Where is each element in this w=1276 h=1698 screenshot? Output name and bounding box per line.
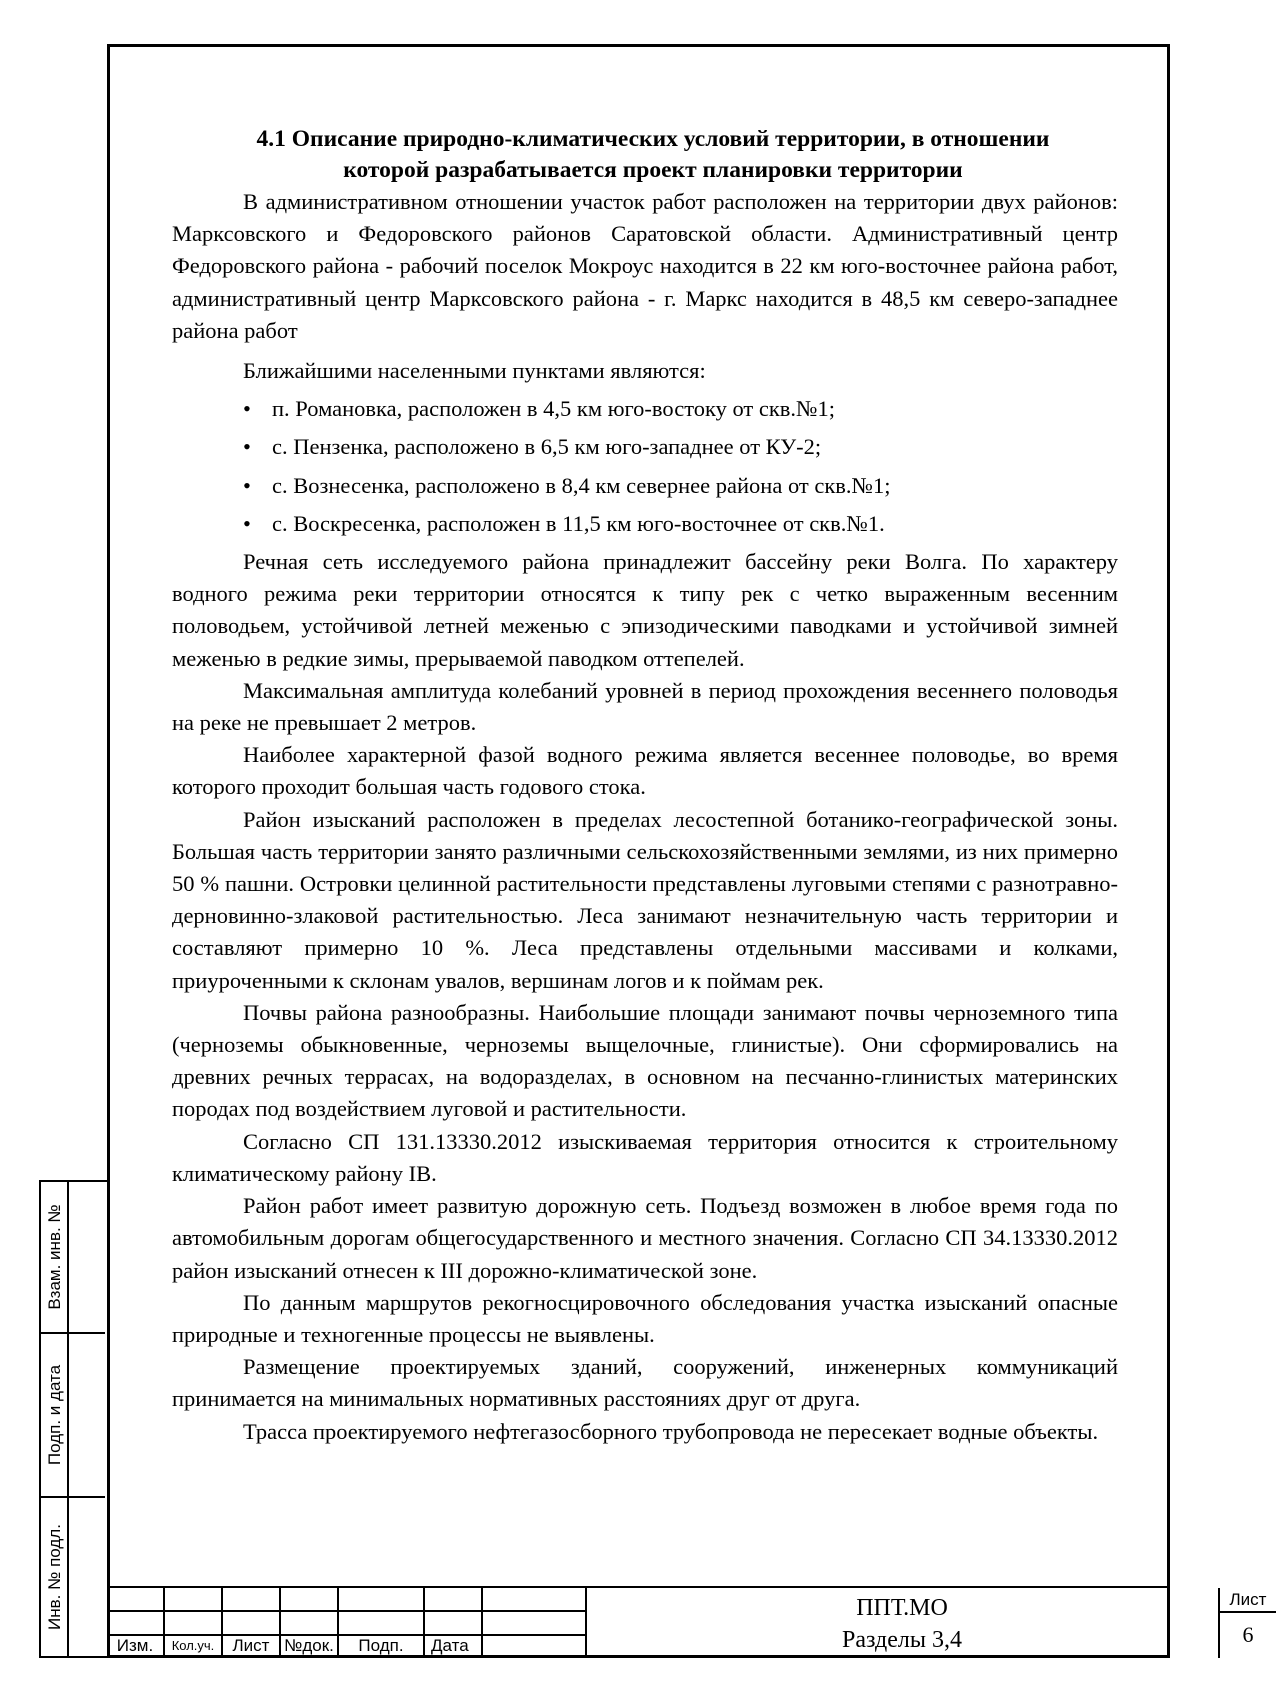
sheet-label: Лист bbox=[1220, 1588, 1276, 1613]
list-item: • с. Вознесенка, расположено в 8,4 км севернее района от скв.№1; bbox=[172, 470, 1118, 502]
tb-col-podp: Подп. bbox=[339, 1588, 425, 1658]
paragraph: Наиболее характерной фазой водного режима является весеннее половодье, во время которого проходит большая часть годового стока. bbox=[172, 742, 1118, 800]
paragraph: Почвы района разнообразны. Наибольшие площади занимают почвы черноземного типа (черноземы обыкновенные, черноземы выщелочные, глинистые). Они сформировались на древних речных террасах, на водоразделах, в основном на песчанно-глинистых материнских породах под воздействием луговой и растительности. bbox=[172, 999, 1118, 1122]
side-cell-inv bbox=[41, 1498, 105, 1656]
document-body bbox=[172, 124, 1118, 1448]
title-block bbox=[107, 1586, 1267, 1658]
tb-col-izm: Изм. bbox=[107, 1588, 165, 1658]
paragraph: Размещение проектируемых зданий, сооружений, инженерных коммуникаций принимается на минимальных нормативных расстояниях друг от друга. bbox=[172, 1354, 1118, 1412]
list-item: • с. Пензенка, расположено в 6,5 км юго-западнее от КУ-2; bbox=[172, 431, 1118, 463]
tb-col-list: Лист bbox=[223, 1588, 281, 1658]
doc-title: Разделы 3,4 bbox=[841, 1627, 962, 1653]
paragraph: В административном отношении участок работ расположен на территории двух районов: Марксовского и Федоровского районов Саратовской области. Административный центр Федоровского района - рабочий поселок Мокроус находится в 22 км юго-восточнее района работ, административный центр Марксовского района - г. Маркс находится в 48,5 км северо-западнее района работ bbox=[172, 189, 1118, 343]
settlements-list bbox=[172, 393, 1118, 540]
sheet-box bbox=[1218, 1588, 1276, 1658]
paragraph: По данным маршрутов рекогносцировочного обследования участка изысканий опасные природные и техногенные процессы не выявлены. bbox=[172, 1289, 1118, 1347]
section-heading: 4.1 Описание природно-климатических условий территории, в отношении которой разрабатывается проект планировки территории bbox=[256, 126, 1050, 183]
side-label-podp: Подп. и дата bbox=[45, 1364, 64, 1466]
side-cell-vzam bbox=[41, 1182, 105, 1334]
sheet-number: 6 bbox=[1242, 1622, 1254, 1647]
paragraph: Речная сеть исследуемого района принадлежит бассейну реки Волга. По характеру водного режима реки территории относятся к типу рек с четко выраженным весенним половодьем, устойчивой летней меженью с эпизодическими паводками и устойчивой зимней меженью в редкие зимы, прерываемой паводком оттепелей. bbox=[172, 549, 1118, 671]
side-label-inv: Инв. № подл. bbox=[45, 1524, 64, 1630]
settlements-intro: Ближайшими населенными пунктами являются: bbox=[243, 358, 706, 384]
paragraph: Трасса проектируемого нефтегазосборного трубопровода не пересекает водные объекты. bbox=[243, 1418, 1099, 1444]
paragraph: Район работ имеет развитую дорожную сеть. Подъезд возможен в любое время года по автомобильным дорогам общегосударственного и местного значения. Согласно СП 34.13330.2012 район изысканий отнесен к III дорожно-климатической зоне. bbox=[172, 1193, 1118, 1283]
paragraph: Район изысканий расположен в пределах лесостепной ботанико-географической зоны. Большая часть территории занято различными сельскохозяйственными землями, из них примерно 50 % пашни. Островки целинной растительности представлены луговыми степями с разнотравно-дерновинно-злаковой растительностью. Леса занимают незначительную часть территории и составляют примерно 10 %. Леса представлены отдельными массивами и колками, приуроченными к склонам увалов, вершинам логов и к поймам рек. bbox=[172, 806, 1118, 993]
paragraph: Согласно СП 131.13330.2012 изыскиваемая территория относится к строительному климатическому району IВ. bbox=[172, 1128, 1118, 1186]
tb-col-data: Дата bbox=[425, 1588, 587, 1658]
tb-col-koluch: Кол.уч. bbox=[165, 1588, 223, 1658]
side-stamp bbox=[39, 1180, 107, 1658]
side-label-vzam: Взам. инв. № bbox=[45, 1204, 64, 1310]
list-item: • с. Воскресенка, расположен в 11,5 км юго-восточнее от скв.№1. bbox=[172, 508, 1118, 540]
tb-col-ndok: №док. bbox=[281, 1588, 339, 1658]
side-cell-podp bbox=[41, 1334, 105, 1498]
paragraph: Максимальная амплитуда колебаний уровней в период прохождения весеннего половодья на реке не превышает 2 метров. bbox=[172, 677, 1118, 736]
doc-code: ППТ.МО bbox=[856, 1595, 948, 1621]
list-item: • п. Романовка, расположен в 4,5 км юго-востоку от скв.№1; bbox=[172, 393, 1118, 425]
doc-title-area bbox=[587, 1592, 1217, 1656]
